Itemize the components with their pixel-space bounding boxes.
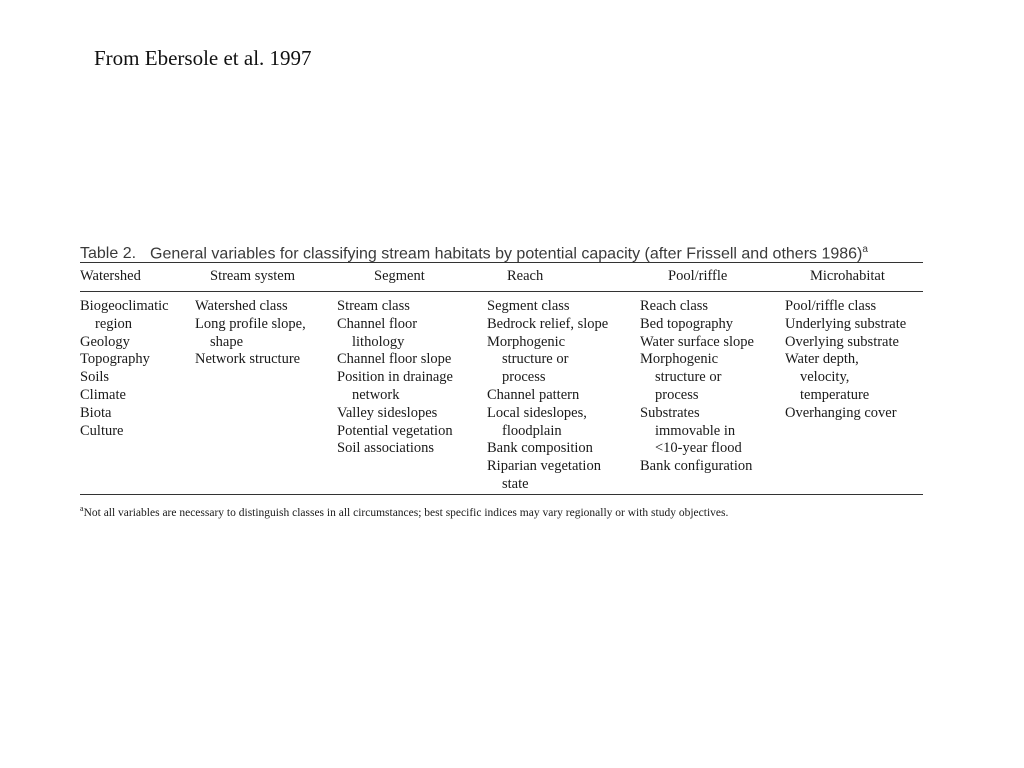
table-body [80,292,923,494]
table-cell: Bank configuration [640,458,753,475]
table-cell: Local sideslopes, [487,404,587,421]
table-cell: structure or [502,351,569,368]
table-cell: Bedrock relief, slope [487,315,609,332]
table-title-marker: a [862,244,868,255]
table-footnote [80,504,923,519]
table-cell: Long profile slope, [195,315,306,332]
table-number: Table 2. [80,245,137,263]
table-cell: structure or [655,369,722,386]
table-cell: Morphogenic [487,333,566,350]
column-pool-riffle [640,298,754,476]
table-title-text: General variables for classifying stream habitats by potential capacity (after Frissell and others 1986) [150,245,863,263]
table-cell: Channel pattern [487,386,580,403]
table-cell: Topography [80,351,150,368]
column-header-stream-system: Stream system [210,268,295,284]
column-header-pool-riffle: Pool/riffle [668,268,728,284]
table-cell: velocity, [800,369,850,386]
table-cell: Stream class [337,298,410,314]
table-cell: Biogeoclimatic [80,298,169,314]
table-cell: Underlying substrate [785,315,907,332]
footnote-text: Not all variables are necessary to distinguish classes in all circumstances; best specific indices may vary regionally or with study objectives. [83,506,729,519]
table-cell: immovable in [655,422,736,439]
table-cell: Segment class [487,298,570,314]
table-cell: process [655,386,699,403]
table-cell: temperature [800,386,870,403]
column-header-segment: Segment [374,268,425,284]
table-cell: Soil associations [337,440,435,457]
table-cell: <10-year flood [655,440,742,457]
table-cell: Channel floor [337,315,418,332]
table-cell: Valley sideslopes [337,404,438,421]
table-cell: Culture [80,422,124,439]
slide-caption: From Ebersole et al. 1997 [94,46,312,70]
table-cell: Watershed class [195,298,288,314]
table-cell: Biota [80,404,112,421]
table-cell: shape [210,333,244,350]
table-cell: Climate [80,386,126,403]
column-stream-system [195,298,306,369]
table-cell: Morphogenic [640,351,719,368]
table-cell: Substrates [640,404,700,421]
table-cell: process [502,369,546,386]
table-cell: Bank composition [487,440,593,457]
table-cell: Bed topography [640,315,734,332]
table-cell: Network structure [195,351,301,368]
table-header-row [80,263,923,291]
column-watershed [80,298,169,440]
table-cell: lithology [352,333,405,350]
table-cell: state [502,475,529,492]
table-cell: Reach class [640,298,709,314]
table-cell: floodplain [502,422,562,439]
table-cell: region [95,315,133,332]
table-cell: Water depth, [785,351,859,368]
table-cell: Water surface slope [640,333,754,350]
table-cell: network [352,386,400,403]
table-cell: Overhanging cover [785,404,897,421]
column-header-reach: Reach [507,268,544,284]
classification-table [80,238,923,519]
table-cell: Riparian vegetation [487,458,601,475]
column-header-microhabitat: Microhabitat [810,268,885,284]
table-cell: Position in drainage [337,369,453,386]
table-cell: Geology [80,333,130,350]
table-cell: Channel floor slope [337,351,452,368]
table-cell: Overlying substrate [785,333,899,350]
table-cell: Pool/riffle class [785,298,877,314]
footnote-marker: a [80,504,84,513]
table-cell: Soils [80,369,110,386]
table-title [80,238,923,262]
column-segment [337,298,453,458]
column-header-watershed: Watershed [80,268,141,284]
table-bottom-rule [80,494,923,495]
column-microhabitat [785,298,906,423]
column-reach [487,298,608,494]
table-cell: Potential vegetation [337,422,453,439]
